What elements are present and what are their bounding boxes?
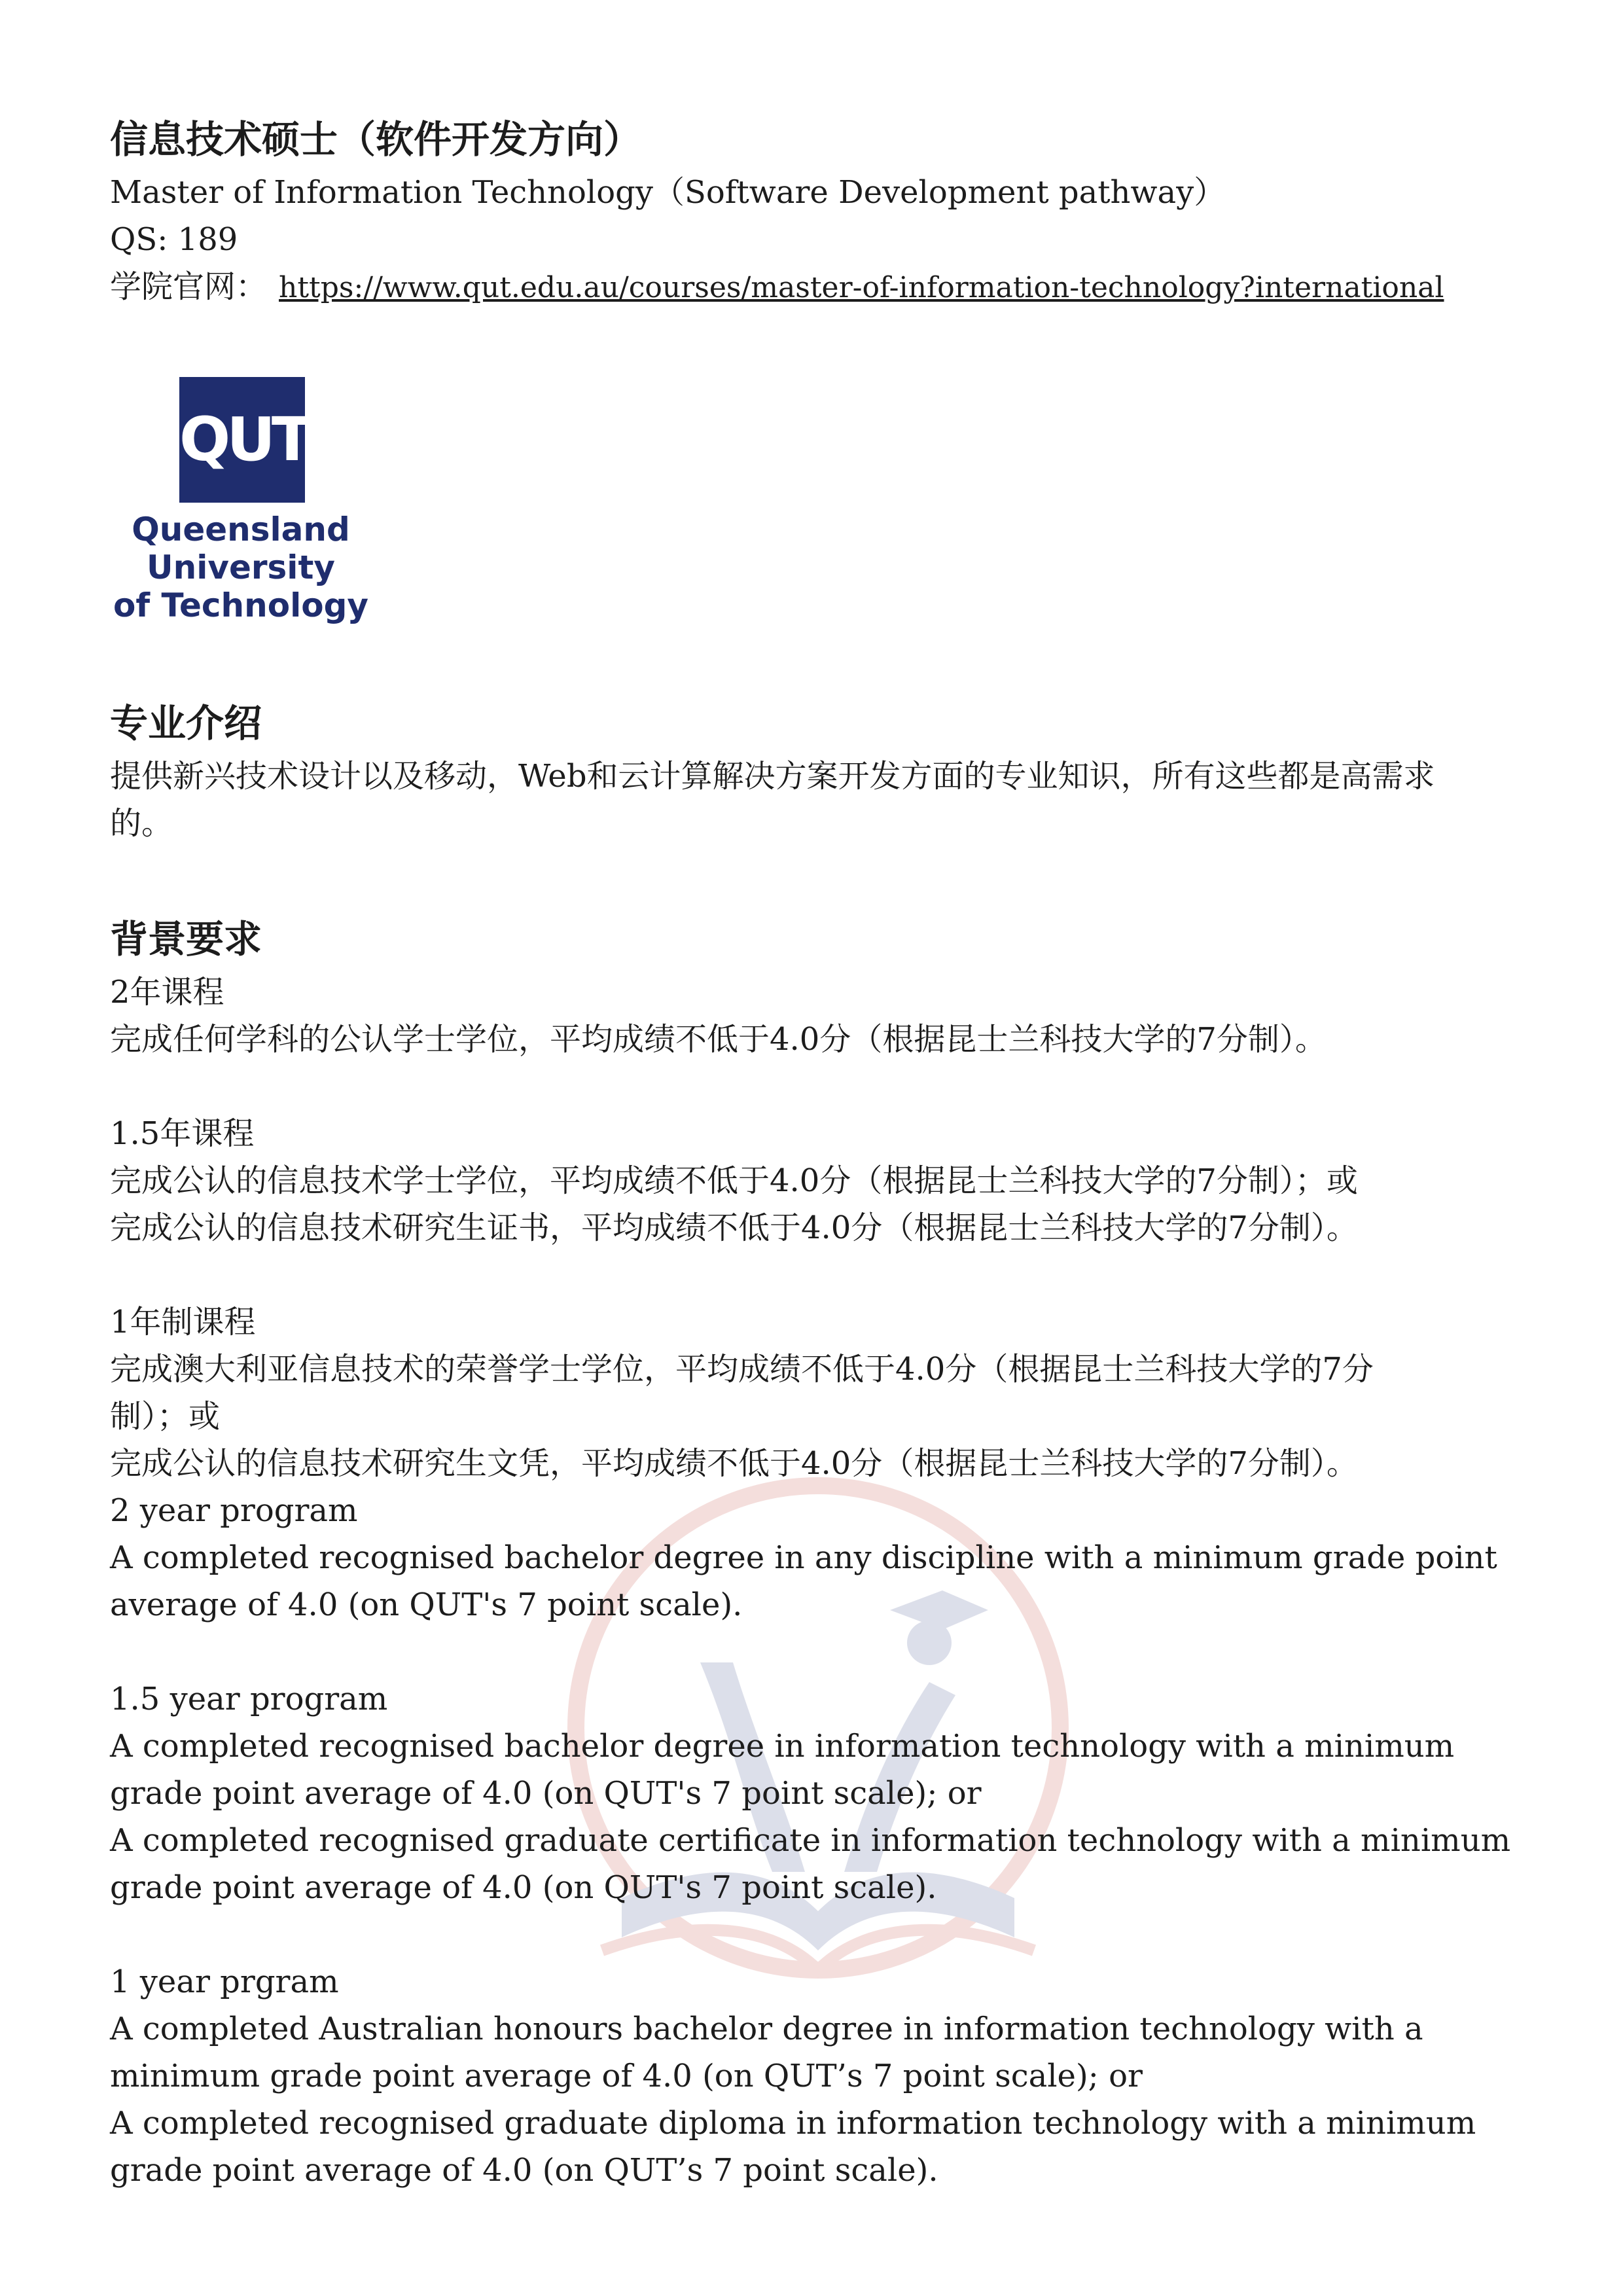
req-line: 制）；或	[110, 1398, 221, 1435]
title-cn: 信息技术硕士（软件开发方向）	[110, 117, 642, 162]
req-line: A completed Australian honours bachelor degree in information technology with a	[110, 2011, 1423, 2047]
req-cn-1y-title: 1年制课程	[110, 1304, 256, 1340]
intro-title: 专业介绍	[110, 701, 262, 745]
spacer	[110, 1911, 1524, 1958]
logo-line-1: Queensland	[132, 511, 350, 548]
req-line: 完成公认的信息技术研究生文凭，平均成绩不低于4.0分（根据昆士兰科技大学的7分制）。	[110, 1445, 1358, 1482]
req-cn-2y-title: 2年课程	[110, 974, 224, 1011]
site-label: 学院官网：	[110, 268, 268, 305]
req-line: 完成澳大利亚信息技术的荣誉学士学位，平均成绩不低于4.0分（根据昆士兰科技大学的7分	[110, 1351, 1374, 1388]
req-line: 完成任何学科的公认学士学位，平均成绩不低于4.0分（根据昆士兰科技大学的7分制）。	[110, 1021, 1327, 1058]
req-line: A completed recognised graduate certificate in information technology with a minimum	[110, 1822, 1511, 1859]
site-link[interactable]: https://www.qut.edu.au/courses/master-of-information-technology?international	[279, 271, 1444, 304]
title-en: Master of Information Technology（Software Development pathway）	[110, 174, 1226, 211]
req-line: minimum grade point average of 4.0 (on QUT’s 7 point scale); or	[110, 2058, 1143, 2094]
req-line: grade point average of 4.0 (on QUT's 7 point scale).	[110, 1869, 937, 1906]
spacer	[110, 1251, 1524, 1299]
qut-logo-text	[110, 511, 372, 624]
requirements-title: 背景要求	[110, 917, 262, 961]
req-line: 完成公认的信息技术研究生证书，平均成绩不低于4.0分（根据昆士兰科技大学的7分制）。	[110, 1210, 1358, 1246]
document-content	[110, 110, 1524, 2194]
qut-logo	[110, 377, 385, 639]
req-line: A completed recognised bachelor degree in information technology with a minimum	[110, 1728, 1455, 1765]
req-line: A completed recognised bachelor degree in any discipline with a minimum grade point	[110, 1539, 1497, 1576]
qs-ranking: QS: 189	[110, 221, 238, 258]
qut-logo-box: QUT	[179, 377, 305, 503]
req-line: 完成公认的信息技术学士学位，平均成绩不低于4.0分（根据昆士兰科技大学的7分制）；或	[110, 1162, 1358, 1199]
req-line: A completed recognised graduate diploma in information technology with a minimum	[110, 2105, 1476, 2142]
req-en-1y-title: 1 year prgram	[110, 1964, 339, 2000]
req-en-2y-title: 2 year program	[110, 1492, 358, 1529]
site-row	[110, 263, 1524, 312]
req-line: grade point average of 4.0 (on QUT's 7 point scale); or	[110, 1775, 982, 1812]
req-cn-15y-title: 1.5年课程	[110, 1115, 255, 1152]
intro-line: 提供新兴技术设计以及移动，Web和云计算解决方案开发方面的专业知识，所有这些都是高需求	[110, 758, 1435, 795]
logo-line-2: University	[147, 548, 335, 586]
spacer	[110, 1628, 1524, 1676]
logo-line-3: of Technology	[113, 586, 368, 624]
req-line: average of 4.0 (on QUT's 7 point scale).	[110, 1587, 743, 1623]
spacer	[110, 1063, 1524, 1110]
req-en-15y-title: 1.5 year program	[110, 1681, 388, 1717]
req-line: grade point average of 4.0 (on QUT’s 7 point scale).	[110, 2152, 938, 2189]
intro-line: 的。	[110, 805, 173, 842]
